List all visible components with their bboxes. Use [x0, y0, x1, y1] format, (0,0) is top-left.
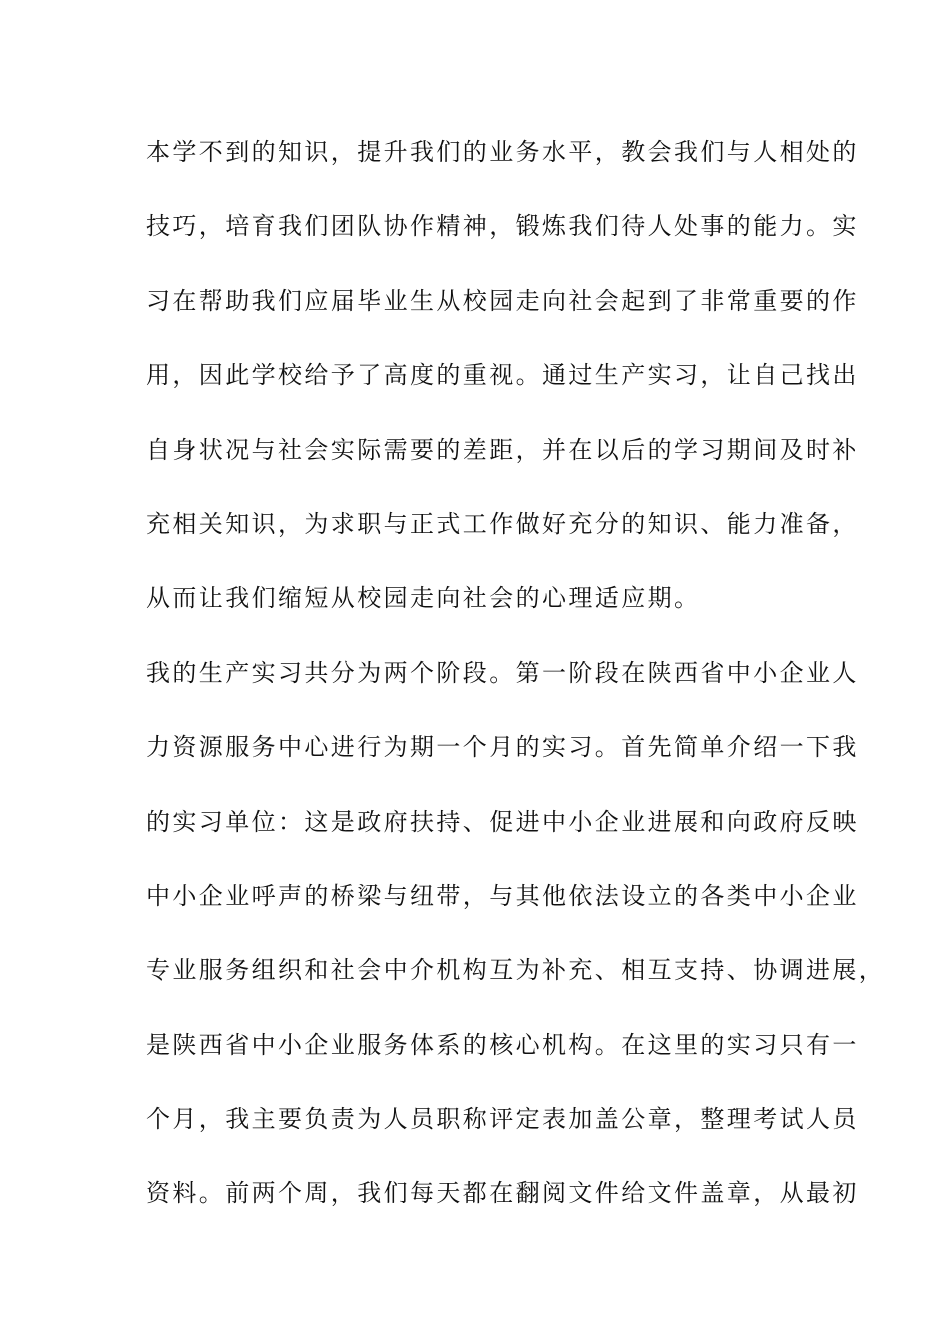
text-line: 技巧，培育我们团队协作精神，锻炼我们待人处事的能力。实 — [146, 212, 859, 241]
text-line: 习在帮助我们应届毕业生从校园走向社会起到了非常重要的作 — [146, 286, 859, 315]
text-line: 从而让我们缩短从校园走向社会的心理适应期。 — [146, 584, 701, 613]
text-line: 的实习单位：这是政府扶持、促进中小企业进展和向政府反映 — [146, 807, 859, 836]
text-line: 我的生产实习共分为两个阶段。第一阶段在陕西省中小企业人 — [146, 658, 859, 687]
text-line: 充相关知识，为求职与正式工作做好充分的知识、能力准备， — [146, 509, 859, 538]
text-line: 资料。前两个周，我们每天都在翻阅文件给文件盖章，从最初 — [146, 1179, 859, 1208]
text-line: 个月，我主要负责为人员职称评定表加盖公章，整理考试人员 — [146, 1105, 859, 1134]
text-line: 自身状况与社会实际需要的差距，并在以后的学习期间及时补 — [146, 435, 859, 464]
text-line: 力资源服务中心进行为期一个月的实习。首先简单介绍一下我 — [146, 733, 859, 762]
body-text — [146, 130, 886, 1246]
text-line: 专业服务组织和社会中介机构互为补充、相互支持、协调进展， — [146, 956, 886, 985]
text-line: 中小企业呼声的桥梁与纽带，与其他依法设立的各类中小企业 — [146, 881, 859, 910]
text-line: 本学不到的知识，提升我们的业务水平，教会我们与人相处的 — [146, 138, 859, 166]
text-line: 用，因此学校给予了高度的重视。通过生产实习，让自己找出 — [146, 361, 859, 390]
text-line: 是陕西省中小企业服务体系的核心机构。在这里的实习只有一 — [146, 1030, 859, 1059]
